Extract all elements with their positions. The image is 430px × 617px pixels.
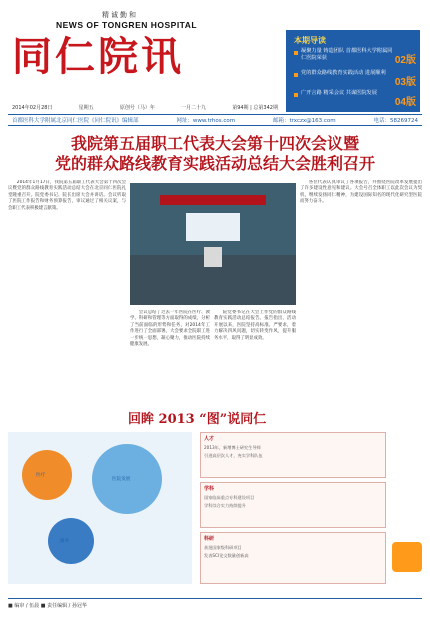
main-headline [8, 134, 422, 174]
panel-heading: 学科 [204, 486, 215, 492]
bullet-icon [294, 51, 298, 55]
meeting-photo [130, 183, 296, 305]
issue-weekday: 星期五 [78, 105, 94, 111]
masthead [12, 10, 282, 102]
gift-box-icon [392, 542, 422, 572]
review-panel [200, 432, 386, 478]
infographic-label: 医院发展 [112, 477, 131, 482]
highlight-page: 04版 [394, 97, 416, 108]
headline-line: 党的群众路线教育实践活动总结大会胜利召开 [54, 154, 375, 173]
panel-line: 国家临床重点专科建设项目 [204, 495, 255, 500]
issue-info [12, 104, 278, 111]
highlight-item[interactable] [294, 90, 416, 112]
phone-number: 电话：58269724 [373, 118, 418, 124]
article-column [214, 310, 296, 402]
infographic [8, 432, 192, 584]
review-panel [200, 482, 386, 528]
headline-line: 我院第五届职工代表大会第十四次会议暨 [70, 134, 359, 153]
issue-year: 原创号（马）年 [119, 105, 155, 111]
podium [204, 247, 222, 267]
review-panel [200, 532, 386, 584]
panel-line: 发表SCI论文数量创新高 [204, 553, 249, 558]
article-paragraph: 院党委书记在大会上作党的群众路线教育实践活动总结报告。报告指出，活动开展以来，医院坚持高标准、严要求，着力解决四风问题，切实转变作风，提升服务水平，取得了明显成效。 [214, 310, 296, 341]
article-paragraph: 2014年1月17日，我院第五届职工代表大会第十四次会议暨党的群众路线教育实践活动总结大会在北京同仁医院礼堂隆重召开。院党委书记、院长出席大会并讲话。会议听取了医院工作报告和财务预算报告，审议通过了相关议案，与会职工代表积极建言献策。 [8, 180, 126, 211]
projection-screen [186, 213, 240, 241]
issue-lunar: 一月二十九 [181, 105, 207, 111]
contact-bar [8, 114, 422, 126]
highlight-item[interactable] [294, 48, 416, 70]
article-paragraph: 各位代表认真审议了各项报告，并围绕医院改革发展提出了许多建设性意见和建议。大会号召全体职工以此次会议为契机，继续发扬同仁精神，为建设国际知名的现代化研究型医院而努力奋斗。 [300, 180, 422, 205]
panel-line: 学科综合实力持续提升 [204, 503, 246, 508]
highlight-text: 凝聚力量 铸造团队 首都医科大学附属同仁医院荣获 [301, 48, 393, 61]
newspaper-title: 同仁院讯 [12, 33, 184, 80]
panel-line: 获批国家级科研项目 [204, 545, 242, 550]
highlights-title: 本期导读 [294, 36, 326, 45]
panel-heading: 科研 [204, 536, 215, 542]
panel-heading: 人才 [204, 436, 215, 442]
bullet-icon [294, 73, 298, 77]
article-column [8, 180, 126, 400]
email-link[interactable]: 邮箱：trxczx@163.com [273, 118, 336, 124]
panel-line: 引进高层次人才，充实学科队伍 [204, 453, 263, 458]
meeting-banner [160, 195, 266, 205]
bullet-icon [294, 93, 298, 97]
infographic-circle [48, 518, 94, 564]
article-column [300, 180, 422, 400]
highlight-text: 党的群众路线教育实践活动 进展顺利 [301, 70, 386, 76]
english-name: NEWS OF TONGREN HOSPITAL [56, 20, 198, 30]
infographic-label: 服务 [60, 539, 70, 544]
highlights-box [286, 30, 420, 112]
issue-number: 第94期 | 总第342期 [232, 105, 278, 111]
issue-date: 2014年02月28日 [12, 105, 53, 111]
year-review-section [8, 408, 422, 593]
article-paragraph: 会议总结了过去一年医院在医疗、教学、科研和管理等方面取得的成绩，分析了当前面临的形势和任务，对2014年工作进行了全面部署。大会要求全院职工进一步统一思想，凝心聚力，推动医院持续健康发展。 [130, 310, 210, 348]
infographic-label: 医疗 [36, 473, 46, 478]
panel-line: 2013年，新增博士研究生导师 [204, 445, 261, 450]
infographic-circle [22, 450, 72, 500]
highlight-text: 广开言路 精采会议 共谋医院发展 [301, 90, 377, 96]
footer-credits: ■ 编审 / 伍晨 ■ 责任编辑 / 孙冠华 [8, 598, 422, 610]
highlight-page: 02版 [394, 55, 416, 66]
highlight-page: 03版 [394, 77, 416, 88]
motto: 精诚勤和 [102, 11, 138, 19]
highlight-item[interactable] [294, 70, 416, 92]
editorial-office: 首都医科大学附属北京同仁医院《同仁院讯》编辑部 [12, 118, 139, 124]
website-link[interactable]: 网址：www.trhos.com [176, 118, 236, 124]
article-column [130, 310, 210, 402]
section-title: 回眸 2013 “图”说同仁 [128, 412, 267, 427]
